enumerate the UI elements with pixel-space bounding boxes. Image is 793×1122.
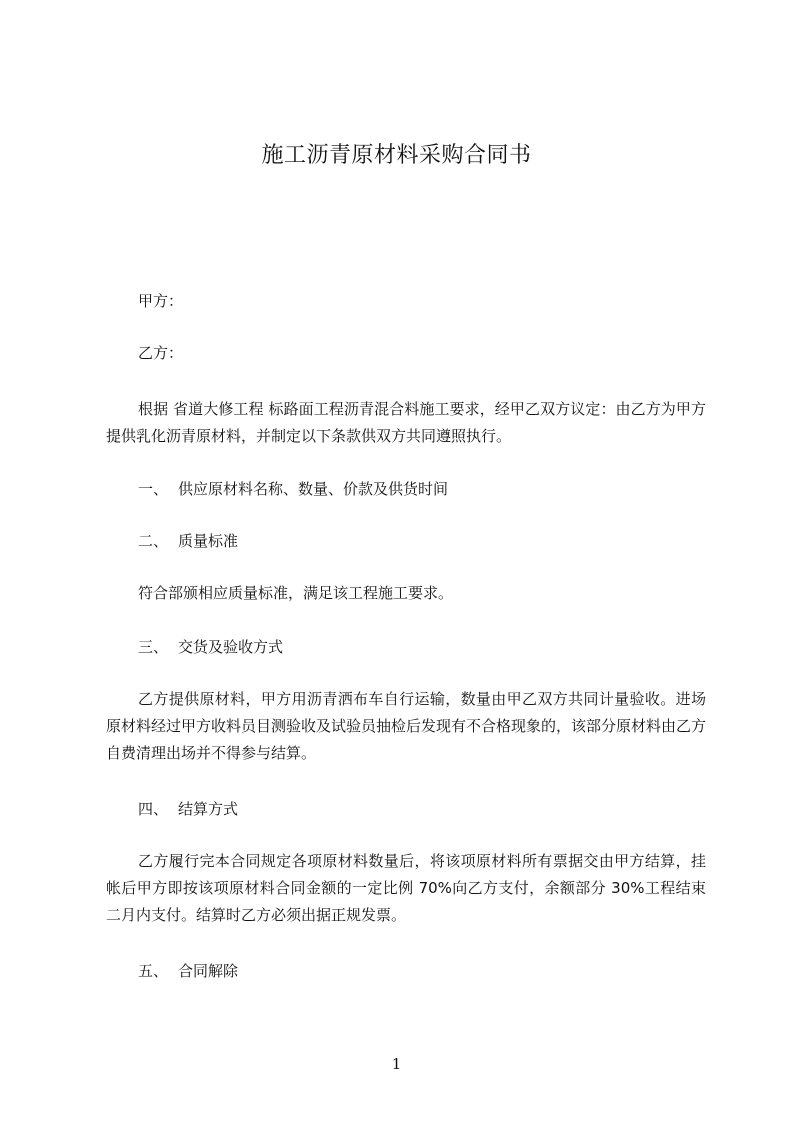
section-title: 合同解除 [178, 962, 239, 980]
party-a-label: 甲方： [138, 292, 184, 310]
section-heading-1 [138, 476, 448, 503]
intro-paragraph: 根据 省道大修工程 标路面工程沥青混合料施工要求，经甲乙双方议定：由乙方为甲方提供乳化沥青原材料，并制定以下条款供双方共同遵照执行。 [106, 400, 706, 445]
document-title: 施工沥青原材料采购合同书 [261, 143, 532, 168]
section-title: 交货及验收方式 [178, 638, 284, 656]
section-2-body: 符合部颁相应质量标准，满足该工程施工要求。 [138, 584, 454, 602]
section-number: 四、 [138, 800, 169, 818]
section-heading-3 [138, 634, 283, 661]
section-heading-2 [138, 528, 238, 555]
party-b-label: 乙方： [138, 344, 184, 362]
section-number: 三、 [138, 638, 169, 656]
section-title: 质量标准 [178, 532, 239, 550]
section-title: 供应原材料名称、数量、价款及供货时间 [178, 480, 449, 498]
section-number: 一、 [138, 480, 169, 498]
section-number: 二、 [138, 532, 169, 550]
page-number: 1 [391, 1055, 402, 1073]
section-title: 结算方式 [178, 800, 239, 818]
section-heading-4 [138, 796, 238, 823]
section-number: 五、 [138, 962, 169, 980]
section-4-body: 乙方履行完本合同规定各项原材料数量后，将该项原材料所有票据交由甲方结算，挂帐后甲方即按该项原材料合同金额的一定比例 70%向乙方支付，余额部分 30%工程结束二月内支付。结算时乙方必须出据正规发票。 [106, 852, 706, 924]
section-3-body: 乙方提供原材料，甲方用沥青洒布车自行运输，数量由甲乙双方共同计量验收。进场原材料经过甲方收料员目测验收及试验员抽检后发现有不合格现象的，该部分原材料由乙方自费清理出场并不得参与结算。 [106, 690, 707, 762]
section-heading-5 [138, 958, 238, 985]
